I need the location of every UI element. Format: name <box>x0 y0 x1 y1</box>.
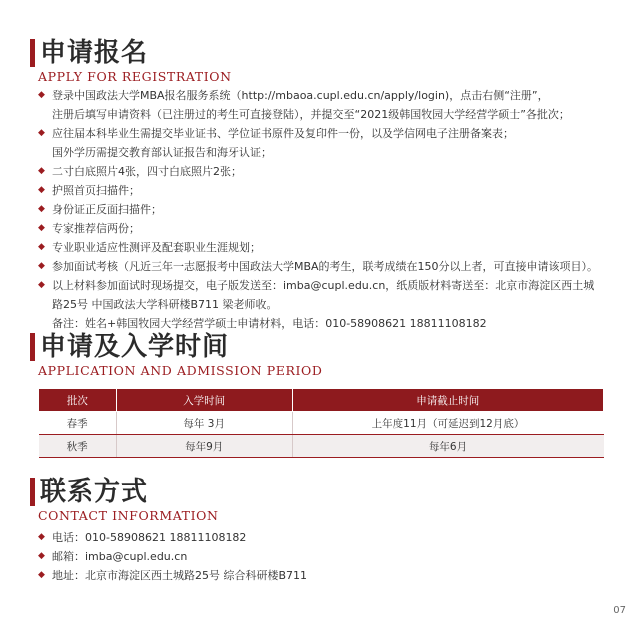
list-item-text: 专业职业适应性测评及配套职业生涯规划； <box>52 241 261 254</box>
admission-subtitle: APPLICATION AND ADMISSION PERIOD <box>38 363 323 378</box>
diamond-bullet-icon: ◆ <box>38 185 45 195</box>
list-item-text: 参加面试考核（凡近三年一志愿报考中国政法大学MBA的考生，联考成绩在150分以上者，可直接申请该项目）。 <box>52 260 599 273</box>
table-row <box>39 412 604 435</box>
list-item-continuation: 国外学历需提交教育部认证报告和海牙认证； <box>52 146 272 159</box>
registration-list <box>38 86 608 333</box>
section-accent-bar <box>30 333 35 361</box>
registration-heading <box>30 38 148 68</box>
admission-schedule-table <box>38 388 604 458</box>
section-accent-bar <box>30 478 35 506</box>
diamond-bullet-icon: ◆ <box>38 532 45 542</box>
list-item <box>38 528 608 547</box>
list-item <box>38 238 608 257</box>
list-item <box>38 547 608 566</box>
contact-list <box>38 528 608 585</box>
list-item <box>38 181 608 200</box>
cell-admission-time: 每年9月 <box>116 435 292 458</box>
list-item <box>38 200 608 219</box>
contact-title: 联系方式 <box>40 477 149 507</box>
list-item-text: 以上材料参加面试时现场提交，电子版发送至：imba@cupl.edu.cn，纸质版材料寄送至：北京市海淀区西土城 <box>52 279 595 292</box>
list-item <box>38 257 608 276</box>
list-item-text: 邮箱：imba@cupl.edu.cn <box>52 550 188 563</box>
registration-title: 申请报名 <box>40 38 149 68</box>
list-item-continuation: 备注：姓名+韩国牧园大学经营学硕士申请材料，电话：010-58908621 18811108182 <box>52 317 487 330</box>
diamond-bullet-icon: ◆ <box>38 242 45 252</box>
table-row <box>39 435 604 458</box>
list-item-text: 二寸白底照片4张，四寸白底照片2张； <box>52 165 242 178</box>
diamond-bullet-icon: ◆ <box>38 551 45 561</box>
list-item-continuation: 注册后填写申请资料（已注册过的考生可直接登陆），并提交至“2021级韩国牧园大学经营学硕士”各批次； <box>52 108 570 121</box>
section-accent-bar <box>30 39 35 67</box>
list-item <box>38 566 608 585</box>
list-item-text: 登录中国政法大学MBA报名服务系统（http://mbaoa.cupl.edu.cn/apply/login)，点击右侧“注册”， <box>52 89 549 102</box>
admission-heading <box>30 332 229 362</box>
list-item <box>38 162 608 181</box>
list-item-text: 地址：北京市海淀区西土城路25号 综合科研楼B711 <box>52 569 308 582</box>
list-item-text: 应往届本科毕业生需提交毕业证书、学位证书原件及复印件一份，以及学信网电子注册备案表； <box>52 127 514 140</box>
contact-heading <box>30 477 148 507</box>
cell-deadline: 每年6月 <box>292 435 603 458</box>
page-number: 07 <box>613 605 626 616</box>
diamond-bullet-icon: ◆ <box>38 90 45 100</box>
list-item-text: 护照首页扫描件； <box>52 184 140 197</box>
diamond-bullet-icon: ◆ <box>38 570 45 580</box>
diamond-bullet-icon: ◆ <box>38 166 45 176</box>
diamond-bullet-icon: ◆ <box>38 223 45 233</box>
registration-subtitle: APPLY FOR REGISTRATION <box>38 69 232 84</box>
diamond-bullet-icon: ◆ <box>38 204 45 214</box>
list-item-text: 电话：010-58908621 18811108182 <box>52 531 247 544</box>
table-header-row <box>39 389 604 412</box>
diamond-bullet-icon: ◆ <box>38 261 45 271</box>
list-item-text: 专家推荐信两份； <box>52 222 140 235</box>
header-application-deadline: 申请截止时间 <box>292 389 603 412</box>
header-batch: 批次 <box>39 389 117 412</box>
list-item <box>38 219 608 238</box>
cell-deadline: 上年度11月（可延迟到12月底） <box>292 412 603 435</box>
cell-batch: 秋季 <box>39 435 117 458</box>
list-item-text: 身份证正反面扫描件； <box>52 203 162 216</box>
list-item <box>38 124 608 143</box>
diamond-bullet-icon: ◆ <box>38 280 45 290</box>
list-item <box>38 86 608 105</box>
header-admission-time: 入学时间 <box>116 389 292 412</box>
diamond-bullet-icon: ◆ <box>38 128 45 138</box>
contact-subtitle: CONTACT INFORMATION <box>38 508 219 523</box>
list-item <box>38 276 608 295</box>
cell-admission-time: 每年 3月 <box>116 412 292 435</box>
list-item-continuation: 路25号 中国政法大学科研楼B711 梁老师收。 <box>52 298 278 311</box>
cell-batch: 春季 <box>39 412 117 435</box>
admission-title: 申请及入学时间 <box>40 332 230 362</box>
